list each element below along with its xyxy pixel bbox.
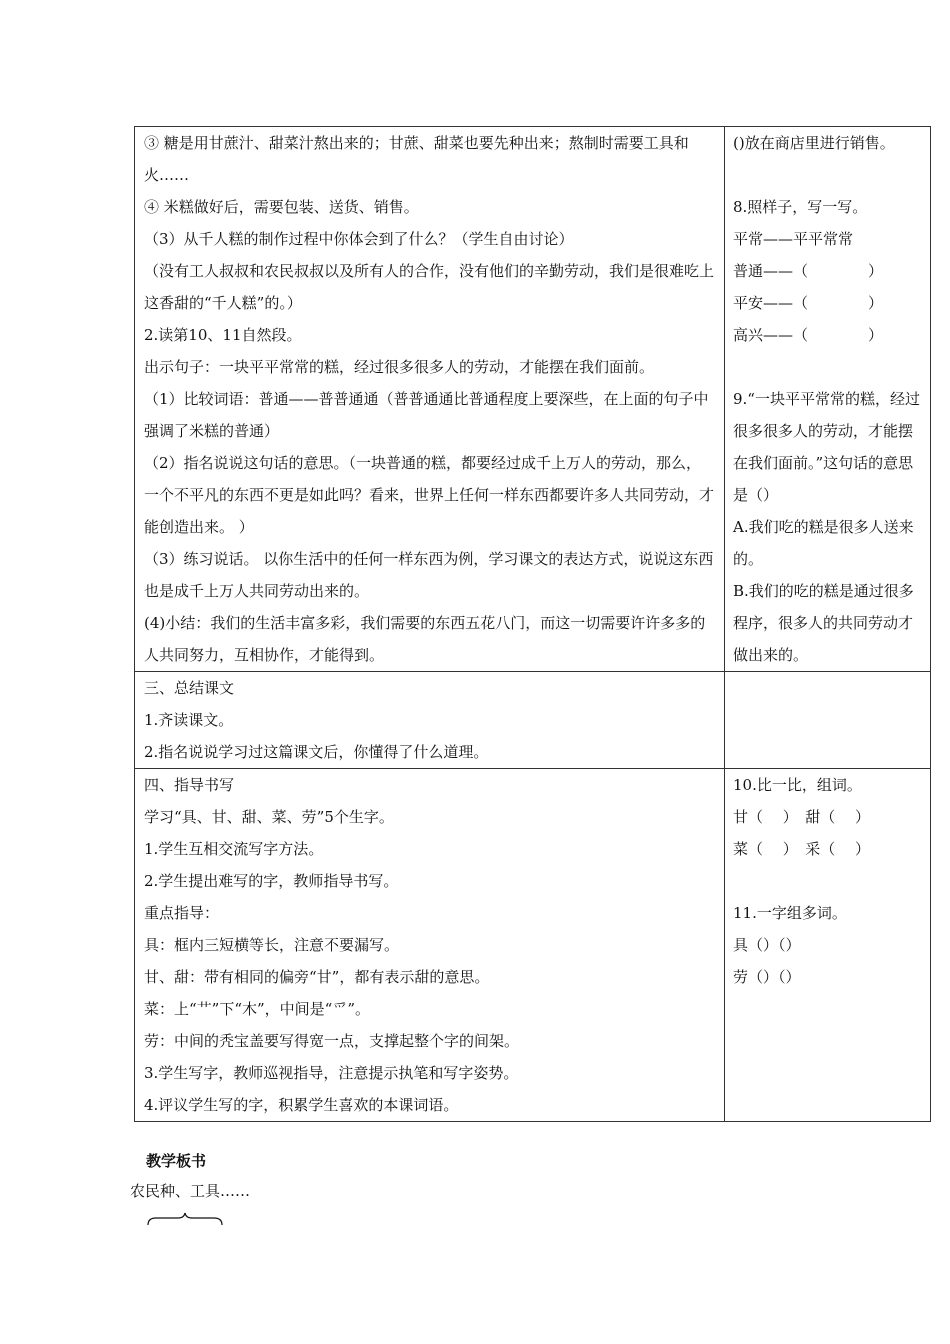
- exercise-line: 平常——平平常常: [733, 230, 854, 248]
- paragraph: （2）指名说说这句话的意思。（一块普通的糕，都要经过成千上万人的劳动，那么，一个不平凡的东西不更是如此吗？看来，世界上任何一样东西都要许多人共同劳动，才能创造出来。 ）: [144, 454, 715, 536]
- exercise-line: 平安——（ ）: [733, 294, 884, 312]
- paragraph: 学习“具、甘、甜、菜、劳”5个生字。: [144, 808, 394, 826]
- brace-icon: [146, 1212, 226, 1226]
- teaching-process-cell: [135, 127, 725, 672]
- exercise-title: 9.“一块平平常常的糕，经过很多很多人的劳动，才能摆在我们面前。”这句话的意思是（）: [733, 390, 920, 504]
- board-line: 农民种、工具……: [130, 1182, 251, 1200]
- spacer: [733, 159, 922, 191]
- exercise-line: 普通——（ ）: [733, 262, 884, 280]
- exercise-title: 8.照样子，写一写。: [733, 198, 868, 216]
- paragraph: 出示句子：一块平平常常的糕，经过很多很多人的劳动，才能摆在我们面前。: [144, 358, 655, 376]
- paragraph: 菜：上“艹”下“木”，中间是“爫”。: [144, 1000, 371, 1018]
- lesson-table: [134, 126, 931, 1122]
- paragraph: ④ 米糕做好后，需要包装、送货、销售。: [144, 198, 419, 216]
- exercise-line: 菜（ ） 采（ ）: [733, 840, 871, 858]
- paragraph: 劳：中间的秃宝盖要写得宽一点，支撑起整个字的间架。: [144, 1032, 520, 1050]
- board-section-title: 教学板书: [146, 1152, 207, 1170]
- exercise-option: B.我们的吃的糕是通过很多程序，很多人的共同劳动才做出来的。: [733, 582, 914, 664]
- paragraph: 甘、甜：带有相同的偏旁“甘”，都有表示甜的意思。: [144, 968, 490, 986]
- empty-cell: [725, 672, 931, 769]
- paragraph: 2.读第10、11自然段。: [144, 326, 302, 344]
- table-row: [135, 127, 931, 672]
- paragraph: 4.评议学生写的字，积累学生喜欢的本课词语。: [144, 1096, 459, 1114]
- paragraph: （3）练习说话。 以你生活中的任何一样东西为例，学习课文的表达方式，说说这东西也是成千上万人共同劳动出来的。: [144, 550, 714, 600]
- table-row: [135, 672, 931, 769]
- table-row: [135, 769, 931, 1122]
- paragraph: ③ 糖是用甘蔗汁、甜菜汁熬出来的；甘蔗、甜菜也要先种出来；熬制时需要工具和火……: [144, 134, 689, 184]
- paragraph: 2.学生提出难写的字，教师指导书写。: [144, 872, 399, 890]
- paragraph: （1）比较词语：普通——普普通通（普普通通比普通程度上要深些，在上面的句子中强调了米糕的普通）: [144, 390, 709, 440]
- paragraph: 具：框内三短横等长，注意不要漏写。: [144, 936, 400, 954]
- exercise-cell: [725, 769, 931, 1122]
- exercise-line: 高兴——（ ）: [733, 326, 884, 344]
- exercise-option: A.我们吃的糕是很多人送来的。: [733, 518, 914, 568]
- exercise-title: 10.比一比，组词。: [733, 776, 862, 794]
- spacer: [733, 865, 922, 897]
- paragraph: （没有工人叔叔和农民叔叔以及所有人的合作，没有他们的辛勤劳动，我们是很难吃上这香甜的“千人糕”的。）: [144, 262, 715, 312]
- summary-cell: [135, 672, 725, 769]
- spacer: [733, 351, 922, 383]
- section-heading: 三、总结课文: [144, 679, 235, 697]
- exercise-line: 具（）（）: [733, 936, 801, 954]
- paragraph: 1.齐读课文。: [144, 711, 234, 729]
- exercise-line: 劳（）（）: [733, 968, 801, 986]
- paragraph: 1.学生互相交流写字方法。: [144, 840, 324, 858]
- paragraph: (4)小结：我们的生活丰富多彩，我们需要的东西五花八门，而这一切需要许许多多的人共同努力，互相协作，才能得到。: [144, 614, 706, 664]
- exercise-title: 11.一字组多词。: [733, 904, 847, 922]
- writing-guide-cell: [135, 769, 725, 1122]
- paragraph: 重点指导：: [144, 904, 220, 922]
- exercise-line: ()放在商店里进行销售。: [733, 134, 895, 152]
- exercise-cell: [725, 127, 931, 672]
- paragraph: （3）从千人糕的制作过程中你体会到了什么？（学生自由讨论）: [144, 230, 574, 248]
- section-heading: 四、指导书写: [144, 776, 235, 794]
- exercise-line: 甘（ ） 甜（ ）: [733, 808, 871, 826]
- paragraph: 3.学生写字，教师巡视指导，注意提示执笔和写字姿势。: [144, 1064, 519, 1082]
- paragraph: 2.指名说说学习过这篇课文后，你懂得了什么道理。: [144, 743, 489, 761]
